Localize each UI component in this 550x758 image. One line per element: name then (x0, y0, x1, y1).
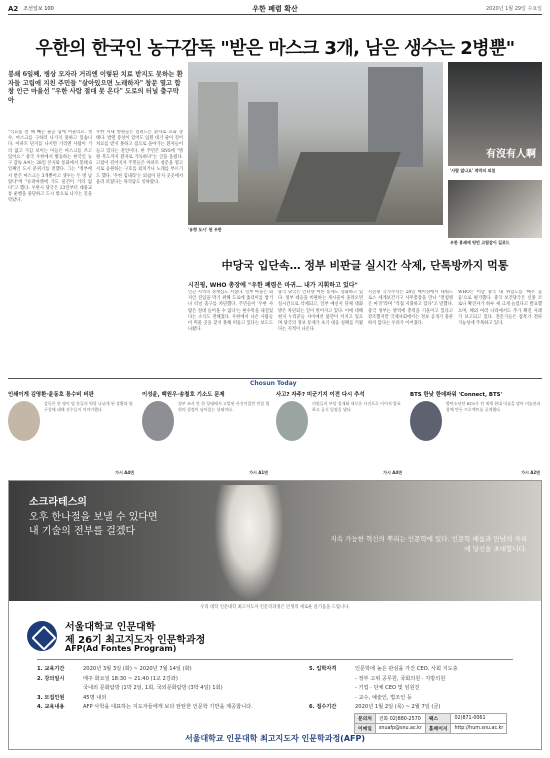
ad-slogan: 오후 한나절을 보낼 수 있다면 내 기술의 전부를 걸겠다 (29, 512, 158, 537)
page-header (8, 3, 542, 15)
ad-copy: 지속 가능한 혁신의 뿌리는 인문학에 있다. 인문학 배움과 만남의 자리에 당신을 초대합니다. (330, 535, 527, 553)
divider-rule (8, 378, 542, 379)
brief-item[interactable]: 사고? 자주? 미군기지 이전 다시 추석 의원들의 부당 결재와 새로운 사건으로 이어져 발표하고 공식 입장을 냈다. 가시 A4면 (276, 392, 402, 475)
ad-brand: 소크라테스의 (29, 497, 87, 508)
subheadline: 봉쇄 6일째, 병상 모자라 거리엔 이렇된 치료 받지도 못하는 환자들 고립에 지친 주민들 "살아있으면 노래하자" 창문 열고 합창 인근 마을선 "우한 사람 절대 못 온다" 도로의 터널 출구막아 (8, 70, 183, 104)
article-column-4: 중국 당국은 인터넷 여론 통제도 강화하고 있다. 정부 대응을 비판하는 게시물이 올라오면 실시간으로 삭제되고, 일부 메신저 단체 대화방은 차단되는 일이 벌어지고 있다. 이에 대해 현지 누리꾼들 사이에선 불만이 커지고 있으며 당국의 정보 통제가 초기 대응 실패를 키웠다는 지적이 나온다. (278, 290, 363, 333)
brief-thumbnail (410, 401, 442, 441)
contact-table: 문의처 전화 02)880-2570 팩스 02)871-0061 이메일 snuafp@snu.ac.kr 홈페이지 http://hum.snu.ac.kr (354, 713, 507, 734)
ad-title-1: 서울대학교 인문대학 (65, 622, 156, 633)
street-photo (448, 180, 542, 238)
advertisement[interactable] (8, 480, 542, 750)
photo-caption: '유령 도시' 된 우한 (188, 227, 222, 232)
article-column-3: 인근 지역의 경계심도 커졌다. 일부 마을은 외지인 진입을 막기 위해 도로에 흙더미를 쌓거나 터널 출구를 차단했다. 주민들이 '우한 사람은 절대 들어올 수 없다'는 현수막을 내걸었다는 소식도 전해졌다. 우한에서 나온 사람들이 머물 곳을 찾지 못해 떠돌고 있다는 보도도 나왔다. (188, 290, 273, 333)
city-photo (188, 62, 443, 225)
article-column-1: "식료품 살 때 빼곤 줄곧 집에 머물러요. 생수, 마스크를 구하러 나가지 못하고 있습니다. 아파트 단지를 나서면 거리엔 사람이 거의 없고 가끔 보이는 이들은 마스크를 쓰고 있어요." 중국 우한에서 활동하는 한국인 농구 감독 A씨는 28일 본지와 통화에서 봉쇄 6일째인 도시 분위기를 전했다. 그는 "정부에서 받은 마스크는 3개뿐이고 생수는 두 병 남았다"며 "슈퍼마켓에 가도 물건이 거의 없다"고 했다. 우한시 당국은 23일부터 대중교통 운행을 중단하고 도시 밖으로 나가는 길을 막았다. (8, 130, 92, 204)
brief-thumbnail (142, 401, 174, 441)
ad-footer: 서울대학교 인문대학 최고지도자 인문학과정(AFP) (184, 734, 366, 743)
main-headline: 우한의 한국인 농구감독 "받은 마스크 3개, 남은 생수는 2병뿐" (35, 38, 515, 59)
ad-info-left: 1. 교육기간 2020년 3월 3일 (화) ~ 2020년 7월 14일 (화) 2. 강의일시 매주 화요일 18:30 ~ 21:40 (1교 2강좌) 국내외 문화탐방 (1박 2일, 1회, 국외문화탐방 (3박 4일) 1회) 3. 모집인원 45명 내외 4. 교육내용 AFP 사학을 대표하는 지도자들에게 보다 탄탄한 인문학 기반을 제공합니다. (37, 666, 253, 710)
photo2-caption: '사람 없나요' 적막의 외침 (450, 168, 496, 173)
ad-quote: 우리 대학 인문대학 최고지도자 인문학과정은 인생의 새로운 즐거움을 드립니다. (200, 605, 350, 610)
university-logo (27, 621, 57, 651)
photo-sign-text: 有沒有人啊 (486, 149, 536, 160)
ad-separator (37, 659, 513, 660)
ad-banner (9, 481, 541, 601)
article-column-2: 우한 시내 병원들은 밀려드는 환자로 포화 상태다. 발열 증상이 있어도 입원 대기 줄이 길어 치료를 받지 못하고 집으로 돌아가는 환자들이 늘고 있다는 전언이다. 한 주민은 SNS에 "병원 복도까지 환자로 가득하다"는 글을 올렸다. 고립이 길어지자 주민들은 아파트 창문을 열고 서로 응원하는 구호를 외치거나 노래를 부르기도 했다. '우한 힘내라'는 외침이 단지 곳곳에서 울려 퍼졌다는 목격담도 잇따랐다. (96, 130, 183, 185)
brief-item[interactable]: 인쇄이게 김영환·윤동호 통수비 비판 감독은 한 명이 팀 분들의 역할 나뉘게 된 상황과 팀 구성에 대해 선수들이 이야기했다. 가시 A4면 (8, 392, 134, 475)
brief-thumbnail (8, 401, 40, 441)
article-column-6: WHO는 이날 중국 내 위험도를 '매우 높음'으로 평가했다. 중국 보건당국은 신종 코로나 확진자가 하루 새 크게 늘었다고 발표했으며, 해외 여러 나라에서도 추가 확진 사례가 보고되고 있다. 전문가들은 잠복기 전파 가능성에 주목하고 있다. (458, 290, 542, 327)
photo3-caption: 우한 봉쇄에 텅빈 고립감이 길로드 (450, 240, 510, 245)
article-column-5: 시진핑 국가주석은 28일 베이징에서 테워드로스 세계보건기구 사무총장을 만나 "전염병은 마귀"라며 "직접 지휘하고 있다"고 말했다. 중국 정부는 방역에 총력을 기울이고 있다고 강조했지만 국제사회에서는 정보 공개가 충분하지 않다는 우려가 이어졌다. (368, 290, 453, 327)
paper-name: 조선일보 100 (23, 6, 54, 12)
section-title: 우한 폐렴 확산 (252, 4, 298, 13)
statue-image (214, 485, 284, 601)
ad-title-2: 제 26기 최고지도자 인문학과정 (65, 635, 206, 646)
brief-item[interactable]: BTS 한낮 한데파워 'Connect, BTS' 방탄소년단 BTS가 전 세계 현대 미술을 맡아 미술관과 함께 만든 프로젝트를 공개했다. 가시 A2면 (410, 392, 541, 475)
ad-info-right: 5. 입학자격 인문학에 높은 관심을 가진 CEO, 사회 지도층 - 정부 고위 공무원, 국회의원 · 지방의원 - 기업 · 단체 CEO 및 임원진 - 교수, 예술인, 법조인 등 6. 접수기간 2020년 1월 2일 (목) ~ 2월 7일 (금) (309, 666, 458, 710)
second-headline: 中당국 입단속… 정부 비판글 실시간 삭제, 단톡방까지 먹통 (221, 259, 509, 272)
window-photo (448, 62, 542, 166)
brief-item[interactable]: 이성윤, 백원우·송철호 기소도 문제 정부 조사 안 한 상태에서 고발된 사건이었던 만큼 법원의 결정이 남아있는 상태이다. 가시 A1면 (142, 392, 270, 475)
chosun-today-label: Chosun Today (250, 380, 297, 387)
kicker-line: 시진핑, WHO 총장에 "우한 폐렴은 마귀… 내가 지휘하고 있다" (188, 282, 358, 289)
brief-thumbnail (276, 401, 308, 441)
issue-date: 2020년 1월 29일 수요일 (485, 6, 542, 12)
ad-title-3: AFP(Ad Fontes Program) (65, 644, 177, 653)
page-number: A2 (8, 4, 19, 13)
